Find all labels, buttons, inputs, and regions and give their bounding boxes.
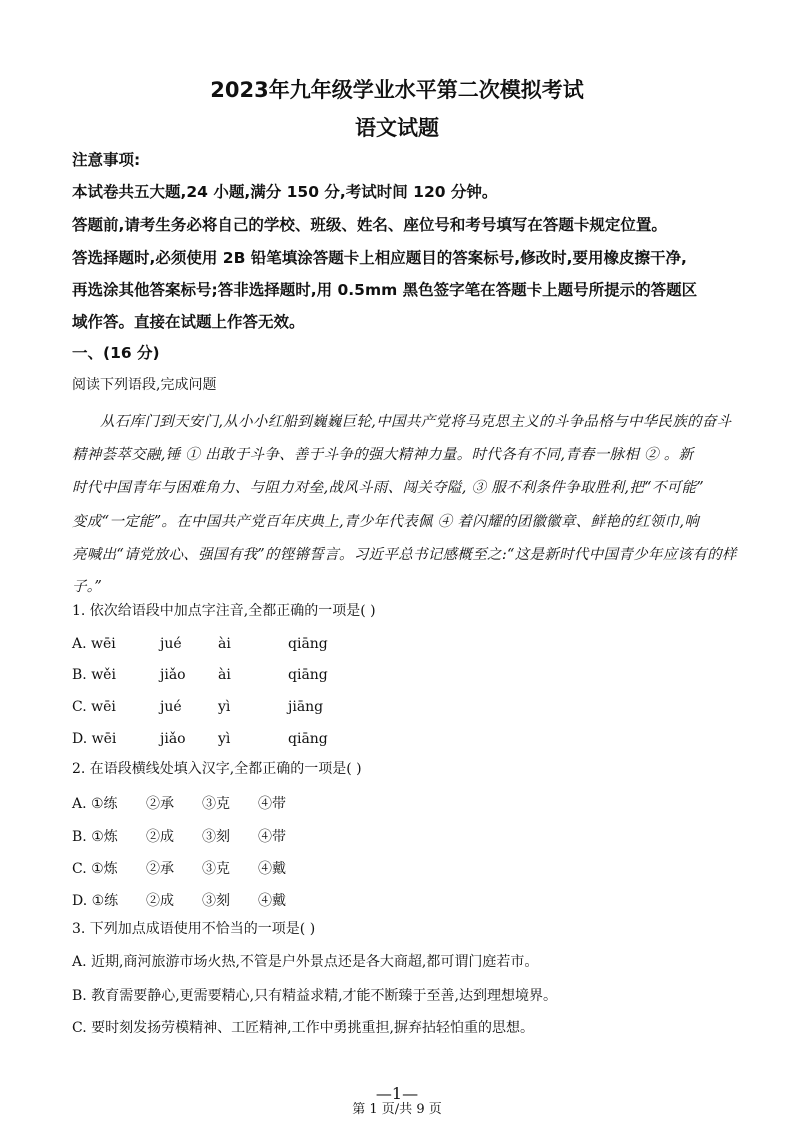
section-heading: 一、(16 分) bbox=[72, 344, 160, 362]
passage-line: 亮喊出“请党放心、强国有我”的铿锵誓言。习近平总书记感概至之:“这是新时代中国青少年应该有的样 bbox=[72, 547, 737, 563]
option-row bbox=[72, 793, 286, 813]
notice-line: 本试卷共五大题,24 小题,满分 150 分,考试时间 120 分钟。 bbox=[72, 183, 498, 201]
option-label: B. wěi bbox=[72, 667, 116, 683]
option-label: A. ①练 bbox=[72, 796, 118, 812]
option-label: B. ①炼 bbox=[72, 829, 118, 845]
question-stem: 2. 在语段横线处填入汉字,全都正确的一项是( ) bbox=[72, 761, 362, 777]
option-cell: ài bbox=[218, 636, 231, 652]
option-cell: ②成 bbox=[146, 829, 174, 845]
option-cell: ②承 bbox=[146, 796, 174, 812]
option-row bbox=[72, 826, 286, 846]
option-cell: qiāng bbox=[288, 731, 328, 747]
option-row bbox=[72, 636, 328, 652]
option-cell: ②承 bbox=[146, 861, 174, 877]
passage-line: 时代中国青年与困难角力、与阻力对垒,战风斗雨、闯关夺隘, ③ 服不利条件争取胜利,把“不可能” bbox=[72, 480, 704, 496]
option-cell: ③刻 bbox=[202, 893, 230, 909]
option-cell: yì bbox=[218, 731, 231, 747]
notice-line: 域作答。直接在试题上作答无效。 bbox=[72, 313, 305, 331]
option-label: C. wēi bbox=[72, 699, 116, 715]
option-cell: qiāng bbox=[288, 636, 328, 652]
option-cell: jué bbox=[160, 699, 182, 715]
notice-heading: 注意事项: bbox=[72, 151, 141, 169]
option-label: D. wēi bbox=[72, 731, 117, 747]
option-cell: ③克 bbox=[202, 861, 230, 877]
option-cell: jiāng bbox=[288, 699, 324, 715]
option-cell: ④带 bbox=[258, 829, 286, 845]
option-text: A. 近期,商河旅游市场火热,不管是户外景点还是各大商超,都可谓门庭若市。 bbox=[72, 954, 539, 970]
option-cell: ④戴 bbox=[258, 893, 286, 909]
option-cell: ④戴 bbox=[258, 861, 286, 877]
option-text: B. 教育需要静心,更需要精心,只有精益求精,才能不断臻于至善,达到理想境界。 bbox=[72, 988, 557, 1004]
option-cell: jiǎo bbox=[160, 667, 186, 683]
notice-line: 答选择题时,必须使用 2B 铅笔填涂答题卡上相应题目的答案标号,修改时,要用橡皮擦干净, bbox=[72, 249, 687, 267]
option-row bbox=[72, 667, 328, 683]
notice-line: 再选涂其他答案标号;答非选择题时,用 0.5mm 黑色签字笔在答题卡上题号所提示的答题区 bbox=[72, 281, 698, 299]
option-label: D. ①练 bbox=[72, 893, 119, 909]
option-row bbox=[72, 699, 323, 715]
option-label: C. ①炼 bbox=[72, 861, 118, 877]
option-row bbox=[72, 890, 286, 910]
passage-line: 子。” bbox=[72, 579, 103, 595]
option-cell: jué bbox=[160, 636, 182, 652]
option-cell: ài bbox=[218, 667, 231, 683]
option-cell: ②成 bbox=[146, 893, 174, 909]
passage-line: 变成“一定能”。在中国共产党百年庆典上,青少年代表佩 ④ 着闪耀的团徽徽章、鲜艳的红领巾,响 bbox=[72, 514, 700, 530]
option-cell: ④带 bbox=[258, 796, 286, 812]
question-stem: 3. 下列加点成语使用不恰当的一项是( ) bbox=[72, 921, 316, 937]
page-marker: —1— bbox=[375, 1084, 419, 1103]
exam-title: 2023年九年级学业水平第二次模拟考试 bbox=[210, 78, 584, 102]
notice-line: 答题前,请考生务必将自己的学校、班级、姓名、座位号和考号填写在答题卡规定位置。 bbox=[72, 216, 667, 234]
option-row bbox=[72, 858, 286, 878]
page-number: 第 1 页/共 9 页 bbox=[352, 1102, 442, 1117]
section-instruction: 阅读下列语段,完成问题 bbox=[72, 377, 217, 393]
option-cell: jiǎo bbox=[160, 731, 186, 747]
option-text: C. 要时刻发扬劳模精神、工匠精神,工作中勇挑重担,摒弃拈轻怕重的思想。 bbox=[72, 1020, 535, 1036]
option-cell: qiāng bbox=[288, 667, 328, 683]
option-label: A. wēi bbox=[72, 636, 116, 652]
passage-line: 从石库门到天安门,从小小红船到巍巍巨轮,中国共产党将马克思主义的斗争品格与中华民族的奋斗 bbox=[100, 414, 732, 430]
exam-subtitle: 语文试题 bbox=[355, 116, 439, 140]
option-cell: ③克 bbox=[202, 796, 230, 812]
option-row bbox=[72, 731, 328, 747]
passage-line: 精神荟萃交融,锤 ① 出敢于斗争、善于斗争的强大精神力量。时代各有不同,青春一脉相 ② 。新 bbox=[72, 447, 694, 463]
question-stem: 1. 依次给语段中加点字注音,全都正确的一项是( ) bbox=[72, 603, 376, 619]
option-cell: yì bbox=[218, 699, 231, 715]
option-cell: ③刻 bbox=[202, 829, 230, 845]
